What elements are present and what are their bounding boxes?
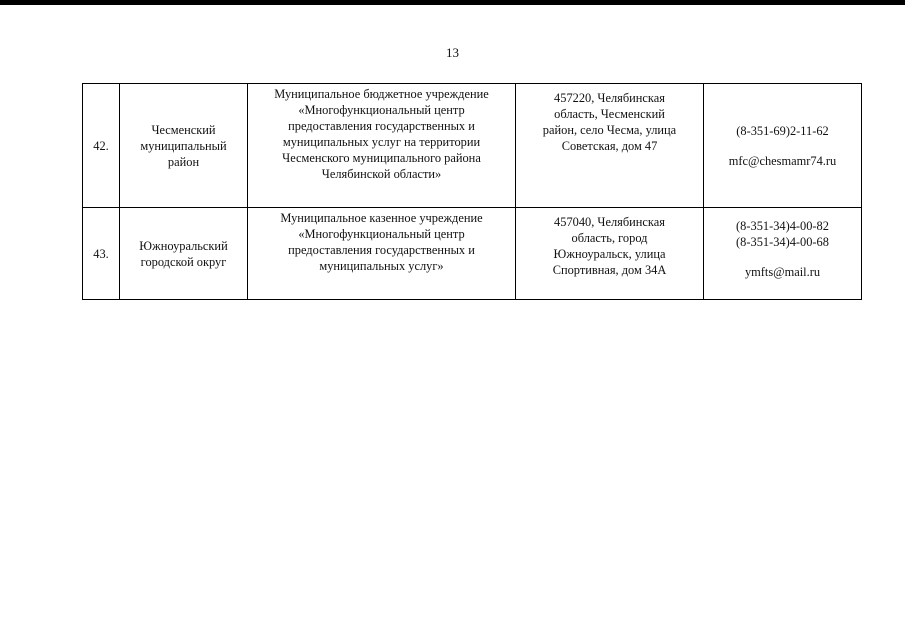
organization-line: «Многофункциональный центр [298,103,465,117]
address-line: область, город [571,231,648,245]
municipality-name-line: Южноуральский [139,238,228,253]
table-row [83,84,862,208]
address-line: 457220, Челябинская [554,91,665,105]
phone-number: (8-351-34)4-00-82 [736,219,829,233]
address-line: Южноуральск, улица [553,247,666,261]
organization-line: муниципальных услуг на территории [282,135,481,149]
organization-line: предоставления государственных и [288,243,475,257]
address-line: 457040, Челябинская [554,215,665,229]
organization-line: «Многофункциональный центр [298,227,465,241]
municipality-name-line: Чесменский [151,122,216,137]
email-address: mfc@chesmamr74.ru [728,153,837,168]
table-row [83,208,862,300]
organization-cell [248,208,516,300]
organization-line: Чесменского муниципального района [282,151,481,165]
mfc-table [82,83,862,300]
address-cell [516,208,704,300]
organization-line: Муниципальное бюджетное учреждение [274,87,489,101]
organization-line: Челябинской области» [321,167,442,181]
municipality-name-line: муниципальный [140,138,227,153]
organization-line: муниципальных услуг» [319,259,444,273]
organization-line: Муниципальное казенное учреждение [280,211,483,225]
address-line: Спортивная, дом 34А [552,263,667,277]
email-address: ymfts@mail.ru [744,265,821,279]
contacts-spacer [708,250,857,264]
municipality-name-line: городской округ [140,254,227,269]
organization-cell [248,84,516,208]
phone-number: (8-351-69)2-11-62 [736,123,829,138]
page-number: 13 [446,45,459,60]
organization-line: предоставления государственных и [288,119,475,133]
address-line: район, село Чесма, улица [542,123,677,137]
address-cell [516,84,704,208]
scan-top-border [0,0,905,5]
municipality-cell [120,208,248,300]
municipality-cell [120,84,248,208]
contacts-cell [704,208,862,300]
row-number-cell: 43. [83,208,120,300]
phone-number: (8-351-34)4-00-68 [736,235,829,249]
address-line: область, Чесменский [554,107,665,121]
municipality-name-line: район [167,154,200,169]
contacts-cell [704,84,862,208]
contacts-spacer [708,139,857,153]
address-line: Советская, дом 47 [561,139,658,153]
row-number-cell: 42. [83,84,120,208]
